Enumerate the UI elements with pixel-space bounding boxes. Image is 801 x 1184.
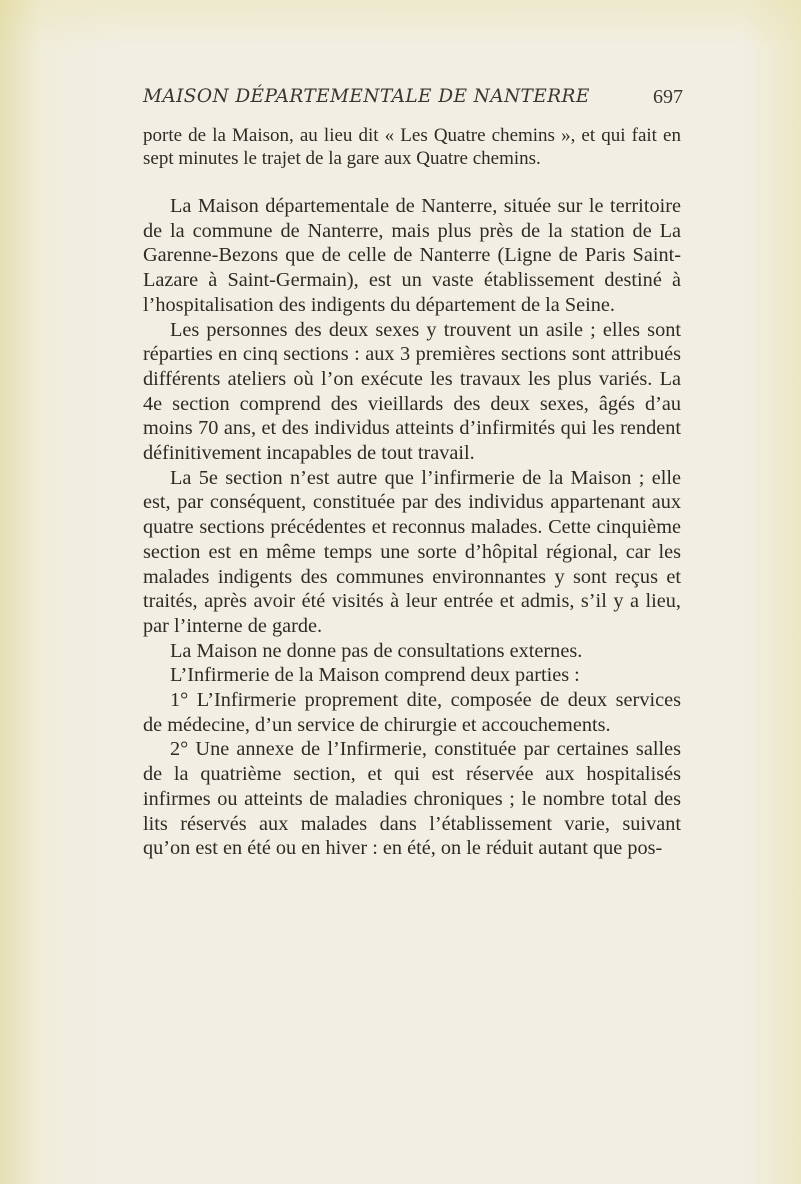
paragraph-continuation: porte de la Maison, au lieu dit « Les Quatre chemins », et qui fait en sept minutes le trajet de la gare aux Quatre chemins. [143,125,681,169]
body-text [143,124,681,861]
running-title: MAISON DÉPARTEMENTALE DE NANTERRE [143,86,590,107]
paragraph-sections: Les personnes des deux sexes y trouvent un asile ; elles sont réparties en cinq sections : aux 3 premières sections sont attribués différents ateliers où l’on exécute les travaux les plus variés. La 4e section comprend des vieillards des deux sexes, âgés d’au moins 70 ans, et des individus atteints d’infirmités qui les rendent définitivement incapables de tout travail. [143,318,681,465]
paragraph-location: La Maison départementale de Nanterre, située sur le territoire de la commune de Nanterre, mais plus près de la station de La Garenne-Bezons que de celle de Nanterre (Ligne de Paris Saint-Lazare à Saint-Germain), est un vaste établissement destiné à l’hospitalisation des indigents du département de la Seine. [143,195,681,316]
paragraph-infirmary-parts: L’Infirmerie de la Maison comprend deux parties : [170,664,580,687]
page-number: 697 [653,86,683,108]
paragraph-consultations: La Maison ne donne pas de consultations externes. [170,639,583,662]
paragraph-part-one: 1° L’Infirmerie proprement dite, composée de deux services de médecine, d’un service de chirurgie et accouchements. [143,689,681,736]
paragraph-fifth-section: La 5e section n’est autre que l’infirmerie de la Maison ; elle est, par conséquent, constituée par des individus appartenant aux quatre sections précédentes et reconnus malades. Cette cinquième section est en même temps une sorte d’hôpital régional, car les malades indigents des communes environnantes y sont reçus et traités, après avoir été visités à leur entrée et admis, s’il y a lieu, par l’interne de garde. [143,466,681,637]
paragraph-part-two: 2° Une annexe de l’Infirmerie, constituée par certaines salles de la quatrième section, et qui est réservée aux hospitalisés infirmes ou atteints de maladies chroniques ; le nombre total des lits réservés aux malades dans l’établissement varie, suivant qu’on est en été ou en hiver : en été, on le réduit autant que pos- [143,738,681,860]
page-header [143,86,683,116]
